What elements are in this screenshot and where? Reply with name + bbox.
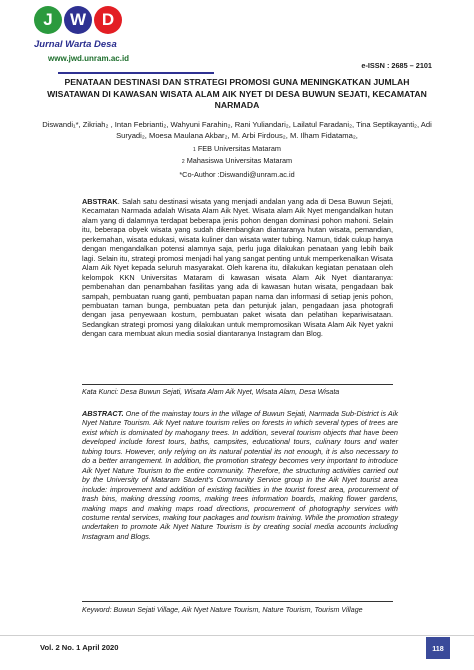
paper-title: PENATAAN DESTINASI DAN STRATEGI PROMOSI GUNA MENINGKATKAN JUMLAH WISATAWAN DI KAWASAN WISATA ALAM AIK NYET DI DESA BUWUN SEJATI, KECAMATAN NARMADA [47,77,427,110]
abstract-body: One of the mainstay tours in the village of Buwun Sejati, Narmada Sub-District is Aik Nyet Nature Tourism. Aik Nyet nature tourism relies on forests in which several types of trees are exist which is dominated by mahogany trees. In addition, several tourism objects that have been developed include forest tours, baths, campsites, educational tours, culinary tours and water tubing tours. However, only relying on its natural potential its not enough, it is also necessary to do a better arrangement. In addition, the promotion strategy becomes very important to introduce Aik Nyet Nature Tourism to the entire community. Therefore, the structuring activities carried out by the University of Mataram Student’s Community Service group in the Aik Nyet tourist area include: improvement and addition of existing facilities in the tourist forest area, procurement of trash bins, making dressing rooms, making trees information boards, making flower gardens, making maps and making maps road directions, procurement of photography services with costume rental services, making tour packages and tourism training. While the promotion strategy undertaken to promote Aik Nyet Nature Tourism is by creating social media accounts including Instagram and Blogs. [82,409,398,541]
eissn-label: e-ISSN : 2685 – 2101 [361,61,432,70]
divider [82,384,393,385]
affiliation-1 [40,144,434,153]
abstrak-label: ABSTRAK [82,197,118,206]
affiliation-number: 2 [181,159,185,165]
affiliation-2 [40,156,434,165]
author-list: Diswandi₁*, Zikriah₂ , Intan Febrianti₂, Wahyuni Farahin₂, Rani Yuliandari₂, Lailatul Faradani₂, Tina Septikayanti₂, Adi Suryadi₂, Moesa Maulana Akbar₂, M. Arbi Firdous₂, M. Ilham Fidatama₂, [42,120,432,140]
journal-logo [34,6,122,40]
page-number: 118 [426,637,450,659]
footer-divider [0,635,474,636]
abstract-paragraph [82,409,398,541]
affiliation-number: 1 [193,147,196,153]
logo-letter-d: D [94,6,122,34]
keywords: Keyword: Buwun Sejati Village, Aik Nyet Nature Tourism, Nature Tourism, Tourism Village [82,606,363,614]
affiliation-text: Mahasiswa Universitas Mataram [186,156,293,165]
issue-label: Vol. 2 No. 1 April 2020 [40,643,119,652]
affiliation-text: FEB Universitas Mataram [197,144,281,153]
logo-letter-j: J [34,6,62,34]
divider [82,601,393,602]
logo-letter-w: W [64,6,92,34]
journal-url[interactable]: www.jwd.unram.ac.id [48,54,130,63]
abstract-label: ABSTRACT. [82,409,124,418]
kata-kunci: Kata Kunci: Desa Buwun Sejati, Wisata Alam Aik Nyet, Wisata Alam, Desa Wisata [82,388,340,396]
journal-name: Jurnal Warta Desa [34,39,117,50]
header-rule [58,72,214,74]
abstrak-body: . Salah satu destinasi wisata yang menjadi andalan yang ada di Desa Buwun Sejati, Kecamatan Narmada adalah Wisata Alam Aik Nyet. Wisata alam Aik Nyet mengandalkan hutan alam yang di dalamnya terdapat beberapa jenis pohon dengan dominasi pohon mahoni. Selain itu, beberapa obyek wisata yang sudah dikembangkan diantaranya hutan wisata, pemandian, perkemahan, wisata edukasi, wisata kuliner dan wisata water tubing. Namun, tidak cukup hanya dengan mengandalkan potensi alamnya saja, perlu juga dilakukan penataan yang lebih baik lagi. Selain itu, strategi promosi menjadi hal yang sangat penting untuk memperkenalkan Wisata Alam Aik Nyet kepada seluruh masyarakat. Oleh karena itu, dilakukan kegiatan penataan oleh kelompok KKN Universitas Mataram di kawasan wisata Alam Aik Nyet diantaranya: pembenahan dan penambahan fasilitas yang ada di kawasan hutan wisata, pengadaan bak sampah, pembuatan ruang ganti, pembuatan papan nama dan informasi di setiap jenis pohon, pembuatan taman bunga, pembuatan peta dan petunjuk jalan, pengadaan jasa photografi dengan jasa penyewaan kostum, pembuatan paket wisata dan pelatihan kepariwisataan. Sedangkan strategi promosi yang dilakukan untuk mempromosikan Wisata Alam Aik Nyet yakni dengan cara membuat akun media sosial diantaranya Instagram dan Blog. [82,197,393,339]
corresponding-author: *Co-Author :Diswandi@unram.ac.id [179,170,295,179]
abstrak-paragraph [82,197,393,339]
